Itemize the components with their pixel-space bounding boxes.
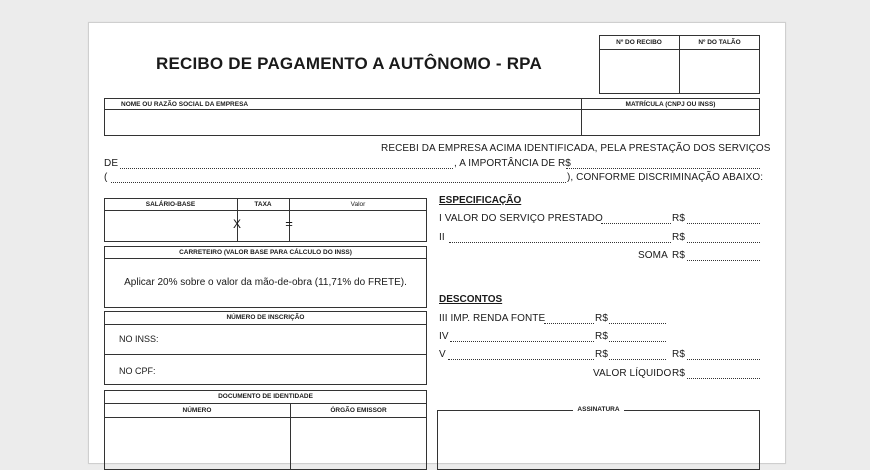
cpf-field[interactable] [169,356,425,383]
declaration-importancia-label: , A IMPORTÂNCIA DE R$ [454,158,571,169]
documento-orgao-label: ÓRGÃO EMISSOR [330,407,387,414]
signature-field[interactable] [438,418,759,458]
spec-line1-currency: R$ [672,213,685,224]
desc-line2-amount[interactable] [609,341,666,342]
desc-line3-fill[interactable] [448,359,594,360]
matricula-label: MATRÍCULA (CNPJ OU INSS) [625,101,716,108]
desc-line3-label: V [439,349,446,360]
rpa-form-sheet [88,22,786,464]
valor-liquido-amount[interactable] [687,378,760,379]
company-name-label: NOME OU RAZÃO SOCIAL DA EMPRESA [121,101,249,108]
documento-numero-field[interactable] [105,419,289,459]
desc-line2-fill[interactable] [450,341,594,342]
multiply-symbol: X [232,217,241,231]
taxa-field[interactable] [246,211,280,241]
amount-written-field[interactable] [111,182,566,183]
spec-line2-label: II [439,232,445,243]
desc-line3-total-currency: R$ [672,349,685,360]
cpf-label: NO CPF: [119,366,156,376]
form-title: RECIBO DE PAGAMENTO A AUTÔNOMO - RPA [156,54,542,73]
spec-line2-fill[interactable] [449,242,671,243]
inss-label: NO INSS: [119,334,159,344]
especificacao-heading: ESPECIFICAÇÃO [439,195,522,206]
salario-base-label: SALÁRIO-BASE [145,201,196,208]
carreteiro-label: CARRETEIRO (VALOR BASE PARA CÁLCULO DO INSS) [179,249,352,256]
inscricao-label: NÚMERO DE INSCRIÇÃO [226,314,305,321]
desc-line1-fill[interactable] [544,323,594,324]
documento-label: DOCUMENTO DE IDENTIDADE [218,393,313,400]
spec-line1-amount[interactable] [687,223,760,224]
inscricao-header-divider [104,324,427,325]
spec-line1-fill[interactable] [601,223,671,224]
desc-line3-amount[interactable] [609,359,666,360]
declaration-open-paren: ( [104,172,108,183]
spec-line2-amount[interactable] [687,242,760,243]
declaration-de-label: DE [104,158,119,169]
declaration-line1: RECEBI DA EMPRESA ACIMA IDENTIFICADA, PELA PRESTAÇÃO DOS SERVIÇOS [381,143,771,154]
desc-line1-label: III IMP. RENDA FONTE [439,313,546,324]
talao-number-label: Nº DO TALÃO [698,39,741,46]
amount-field[interactable] [566,168,760,169]
documento-header-divider [104,403,427,404]
spec-line2-currency: R$ [672,232,685,243]
desc-line2-label: IV [439,331,449,342]
soma-currency: R$ [672,250,685,261]
valor-liquido-label: VALOR LÍQUIDO [593,368,672,379]
salario-base-field[interactable] [105,211,229,241]
soma-label: SOMA [638,250,668,261]
taxa-label: TAXA [254,201,272,208]
matricula-field[interactable] [582,110,759,135]
talao-number-field[interactable] [680,50,759,93]
equals-symbol: = [285,216,293,231]
assinatura-label-text: ASSINATURA [573,406,623,413]
inscricao-middle-divider [104,354,427,355]
assinatura-label [437,406,760,413]
inss-field[interactable] [169,326,425,353]
desc-line3-currency: R$ [595,349,608,360]
documento-orgao-field[interactable] [291,419,426,459]
descontos-heading: DESCONTOS [439,294,503,305]
service-description-field[interactable] [120,168,453,169]
carreteiro-header-divider [104,258,427,259]
declaration-discriminacao-label: ), CONFORME DISCRIMINAÇÃO ABAIXO: [567,172,764,183]
valor-liquido-currency: R$ [672,368,685,379]
spec-line1-label: I VALOR DO SERVIÇO PRESTADO [439,213,603,224]
desc-line1-amount[interactable] [609,323,666,324]
desc-total-amount[interactable] [687,359,760,360]
desc-line1-currency: R$ [595,313,608,324]
valor-field[interactable] [299,211,426,241]
documento-numero-label: NÚMERO [182,407,212,414]
documento-subheader-divider [104,417,427,418]
carreteiro-note: Aplicar 20% sobre o valor da mão-de-obra (11,71% do FRETE). [124,277,407,288]
recibo-number-label: Nº DO RECIBO [616,39,662,46]
soma-amount[interactable] [687,260,760,261]
desc-line2-currency: R$ [595,331,608,342]
company-name-field[interactable] [105,110,580,135]
valor-label: Valor [350,201,366,208]
recibo-number-field[interactable] [600,50,678,93]
